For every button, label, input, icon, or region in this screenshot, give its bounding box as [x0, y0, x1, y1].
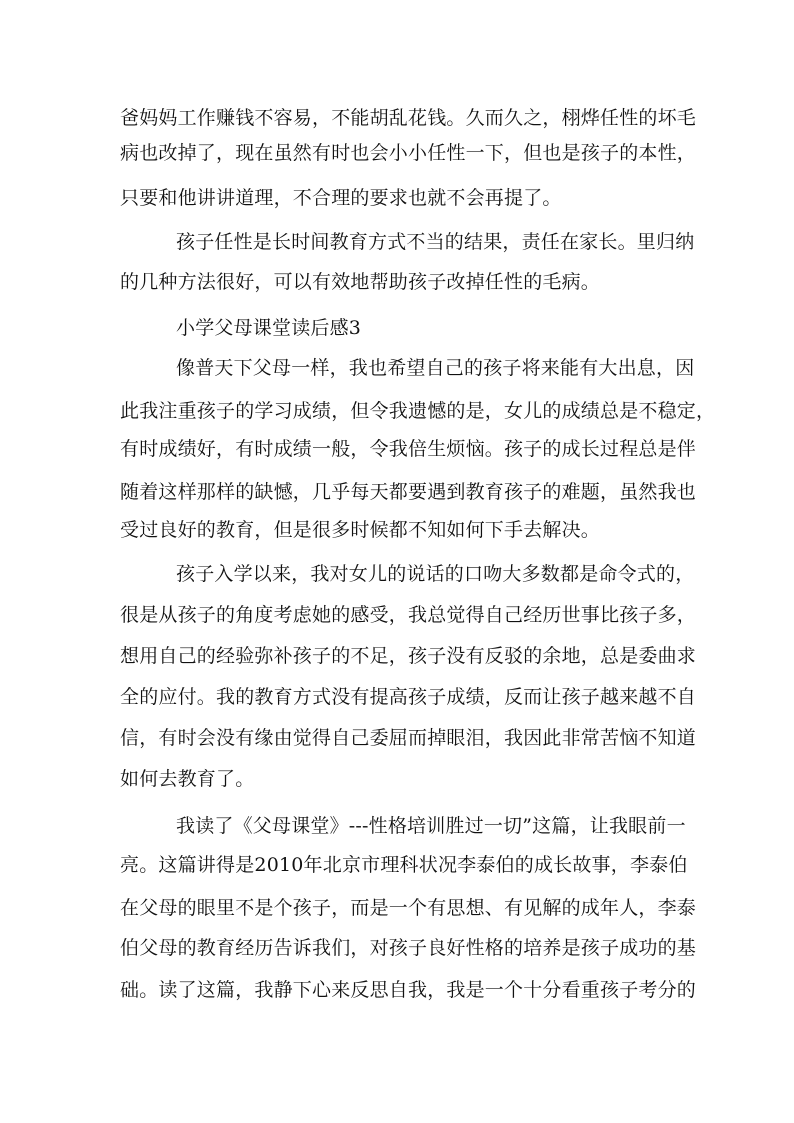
text-line: 此我注重孩子的学习成绩，但令我遗憾的是，女儿的成绩总是不稳定，: [120, 400, 716, 422]
paragraph-first-line: 孩子任性是长时间教育方式不当的结果，责任在家长。里归纳: [176, 231, 695, 253]
text-line: 病也改掉了，现在虽然有时也会小小任性一下，但也是孩子的本性，: [120, 142, 697, 164]
text-line: 爸妈妈工作赚钱不容易，不能胡乱花钱。久而久之，栩烨任性的坏毛: [120, 107, 697, 129]
text-line: 信，有时会没有缘由觉得自己委屈而掉眼泪，我因此非常苦恼不知道: [120, 727, 697, 749]
text-line: 亮。这篇讲得是2010年北京市理科状况李泰伯的成长故事，李泰伯: [120, 854, 688, 876]
text-line: 有时成绩好，有时成绩一般，令我倍生烦恼。孩子的成长过程总是伴: [120, 438, 697, 460]
text-line: 的几种方法很好，可以有效地帮助孩子改掉任性的毛病。: [120, 271, 601, 293]
section-heading: 小学父母课堂读后感3: [176, 317, 362, 339]
text-line: 础。读了这篇，我静下心来反思自我，我是一个十分看重孩子考分的: [120, 979, 697, 1001]
paragraph-first-line: 孩子入学以来，我对女儿的说话的口吻大多数都是命令式的，: [176, 563, 695, 585]
text-line: 全的应付。我的教育方式没有提高孩子成绩，反而让孩子越来越不自: [120, 686, 697, 708]
text-line: 想用自己的经验弥补孩子的不足，孩子没有反驳的余地，总是委曲求: [120, 645, 697, 667]
text-line: 随着这样那样的缺憾，几乎每天都要遇到教育孩子的难题，虽然我也: [120, 481, 697, 503]
paragraph-first-line: 我读了《父母课堂》---性格培训胜过一切”这篇，让我眼前一: [176, 815, 686, 837]
text-line: 只要和他讲讲道理，不合理的要求也就不会再提了。: [120, 187, 562, 209]
paragraph-first-line: 像普天下父母一样，我也希望自己的孩子将来能有大出息，因: [176, 357, 695, 379]
text-line: 在父母的眼里不是个孩子，而是一个有思想、有见解的成年人，李泰: [120, 897, 697, 919]
text-line: 伯父母的教育经历告诉我们，对孩子良好性格的培养是孩子成功的基: [120, 937, 697, 959]
text-line: 很是从孩子的角度考虑她的感受，我总觉得自己经历世事比孩子多，: [120, 604, 697, 626]
text-line: 如何去教育了。: [120, 768, 255, 790]
text-line: 受过良好的教育，但是很多时候都不知如何下手去解决。: [120, 519, 601, 541]
